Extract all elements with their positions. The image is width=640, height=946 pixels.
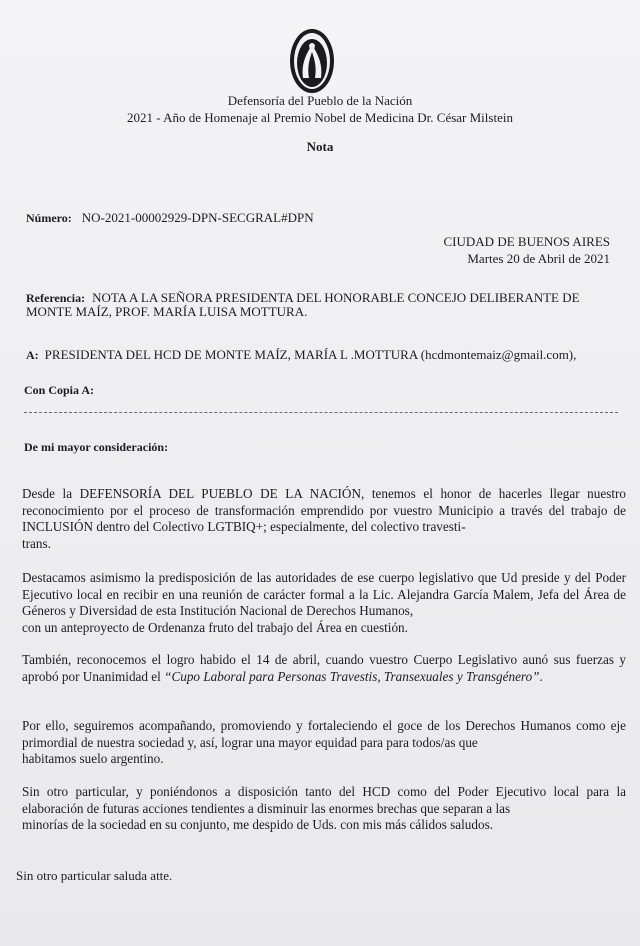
closing: Sin otro particular saluda atte. (16, 868, 173, 883)
date: Martes 20 de Abril de 2021 (467, 251, 610, 266)
paragraph-4 (22, 718, 626, 768)
reference-line2: MONTE MAÍZ, PROF. MARÍA LUISA MOTTURA. (26, 304, 308, 319)
reference-label: Referencia: (26, 291, 86, 305)
number-row (26, 209, 314, 227)
paragraph-5 (22, 784, 626, 834)
organization-name: Defensoría del Pueblo de la Nación (227, 93, 413, 108)
number-value: NO-2021-00002929-DPN-SECGRAL#DPN (81, 210, 314, 225)
paragraph-2 (22, 570, 626, 636)
dpn-seal-icon (287, 26, 337, 96)
paragraph-3-quote: “Cupo Laboral para Personas Travestis, Transexuales y Transgénero” (164, 668, 540, 684)
paragraph-5-end: minorías de la sociedad en su conjunto, me despido de Uds. con mis más cálidos saludos. (22, 817, 494, 832)
paragraph-4-text: Por ello, seguiremos acompañando, promoviendo y fortaleciendo el goce de los Derechos Humanos como eje primordial de nuestra sociedad y, así, lograr una mayor equidad para para todos/as que (22, 718, 626, 750)
paragraph-3-text: También, reconocemos el logro habido el 14 de abril, cuando vuestro Cuerpo Legislativo aunó sus fuerzas y aprobó por Unanimidad el (22, 652, 626, 684)
paragraph-1-end: trans. (22, 535, 51, 551)
paragraph-5-text: Sin otro particular, y poniéndonos a disposición tanto del HCD como del Poder Ejecutivo local para la elaboración de futuras acciones tendientes a disminuir las enormes brechas que separan a las (22, 784, 626, 816)
paragraph-3 (22, 652, 626, 685)
city: CIUDAD DE BUENOS AIRES (443, 234, 610, 249)
paragraph-1 (22, 486, 626, 552)
paragraph-2-end: con un anteproyecto de Ordenanza fruto del trabajo del Área en cuestión. (22, 619, 408, 635)
cc-label: Con Copia A: (24, 383, 95, 397)
cc-divider (24, 412, 618, 413)
paragraph-3-end: . (539, 668, 543, 684)
to-row (26, 346, 576, 364)
paragraph-4-end: habitamos suelo argentino. (22, 751, 164, 766)
salutation: De mi mayor consideración: (24, 440, 169, 454)
number-label: Número: (26, 211, 72, 225)
year-motto: 2021 - Año de Homenaje al Premio Nobel de Medicina Dr. César Milstein (127, 110, 513, 125)
to-label: A: (26, 348, 39, 362)
to-value: PRESIDENTA DEL HCD DE MONTE MAÍZ, MARÍA L .MOTTURA (hcdmontemaiz@gmail.com), (44, 347, 577, 362)
document-type: Nota (306, 139, 334, 154)
paragraph-1-text: Desde la DEFENSORÍA DEL PUEBLO DE LA NACIÓN, tenemos el honor de hacerles llegar nuestro reconocimiento por el proceso de transformación emprendido por vuestro Municipio a través del trabajo de INCLUSIÓN dentro del Colectivo LGTBIQ+; especialmente, del colectivo travesti- (22, 486, 626, 534)
reference-line1: NOTA A LA SEÑORA PRESIDENTA DEL HONORABLE CONCEJO DELIBERANTE DE (92, 290, 580, 305)
paragraph-2-text: Destacamos asimismo la predisposición de las autoridades de ese cuerpo legislativo que Ud preside y del Poder Ejecutivo local en recibir en una reunión de carácter formal a la Lic. Alejandra García Malem, Jefa del Área de Géneros y Diversidad de esta Institución Nacional de Derechos Humanos, (22, 570, 626, 618)
